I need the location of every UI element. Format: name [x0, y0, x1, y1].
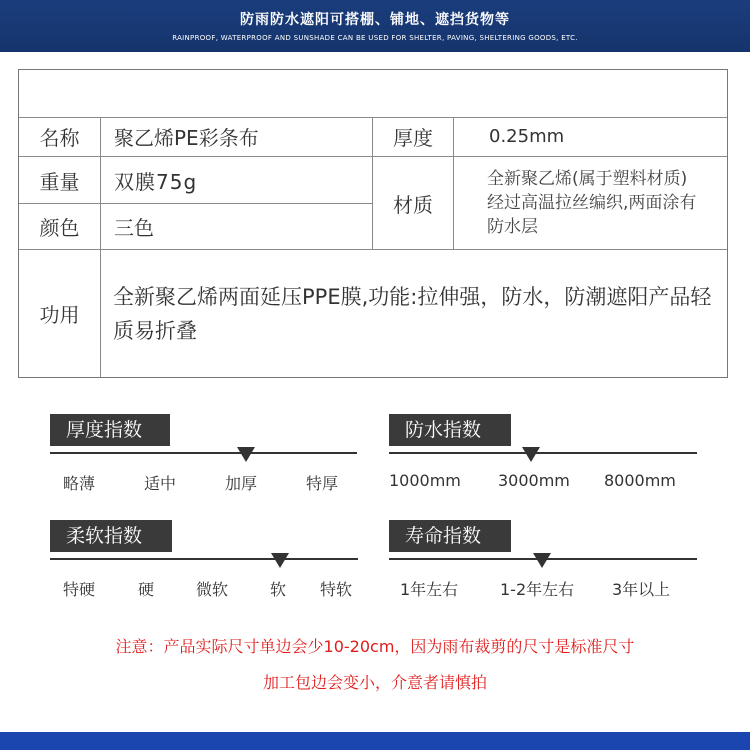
banner-title: 防雨防水遮阳可搭棚、铺地、遮挡货物等: [240, 12, 510, 28]
color-label: 颜色: [39, 216, 80, 240]
name-label: 名称: [39, 126, 80, 150]
table-divider: [100, 117, 101, 377]
waterproof-index-title: 防水指数: [389, 414, 511, 446]
function-label: 功用: [39, 303, 80, 327]
notice-line-2: 加工包边会变小，介意者请慎拍: [262, 673, 487, 692]
thickness-index-label: 略薄: [63, 474, 96, 493]
thickness-index-title: 厚度指数: [50, 414, 170, 446]
waterproof-index-label: 1000mm: [389, 471, 461, 490]
name-value: 聚乙烯PE彩条布: [114, 126, 259, 150]
banner-subtitle: RAINPROOF, WATERPROOF AND SUNSHADE CAN BE USED FOR SHELTER, PAVING, SHELTERING GOODS, ETC.: [172, 34, 578, 42]
thickness-label: 厚度: [393, 126, 433, 150]
softness-index-label: 硬: [138, 580, 155, 599]
notice-line-1: 注意：产品实际尺寸单边会少10-20cm，因为雨布裁剪的尺寸是标准尺寸: [115, 637, 635, 656]
thickness-value: 0.25mm: [489, 126, 565, 147]
softness-index-line: [50, 558, 358, 560]
lifespan-index-label: 1年左右: [400, 580, 459, 599]
waterproof-index-marker: [522, 447, 540, 462]
softness-index-label: 微软: [196, 580, 229, 599]
function-value: 全新聚乙烯两面延压PPE膜,功能:拉伸强，防水，防潮遮阳产品轻质易折叠: [113, 284, 712, 343]
softness-index-label: 特软: [320, 580, 353, 599]
waterproof-index-label: 3000mm: [498, 471, 570, 490]
material-value: 全新聚乙烯(属于塑料材质)经过高温拉丝编织,两面涂有防水层: [487, 169, 697, 237]
waterproof-index-line: [389, 452, 697, 454]
top-banner: [0, 0, 750, 52]
softness-index-marker: [271, 553, 289, 568]
waterproof-index-label: 8000mm: [604, 471, 676, 490]
thickness-index-label: 适中: [144, 474, 177, 493]
softness-index-title: 柔软指数: [50, 520, 172, 552]
lifespan-index-title: 寿命指数: [389, 520, 511, 552]
bottom-bar: [0, 732, 750, 750]
thickness-index-marker: [237, 447, 255, 462]
weight-label: 重量: [39, 169, 80, 194]
lifespan-index-label: 1-2年左右: [500, 580, 575, 599]
color-value: 三色: [114, 216, 154, 240]
softness-index-label: 软: [270, 580, 287, 599]
table-divider: [453, 117, 454, 249]
lifespan-index-label: 3年以上: [612, 580, 671, 599]
softness-index-label: 特硬: [63, 580, 96, 599]
weight-value: 双膜75g: [114, 169, 198, 194]
thickness-index-line: [50, 452, 357, 454]
thickness-index-label: 特厚: [306, 474, 339, 493]
lifespan-index-marker: [533, 553, 551, 568]
thickness-index-label: 加厚: [225, 474, 258, 493]
material-label: 材质: [393, 192, 433, 217]
spec-table: [18, 69, 728, 378]
